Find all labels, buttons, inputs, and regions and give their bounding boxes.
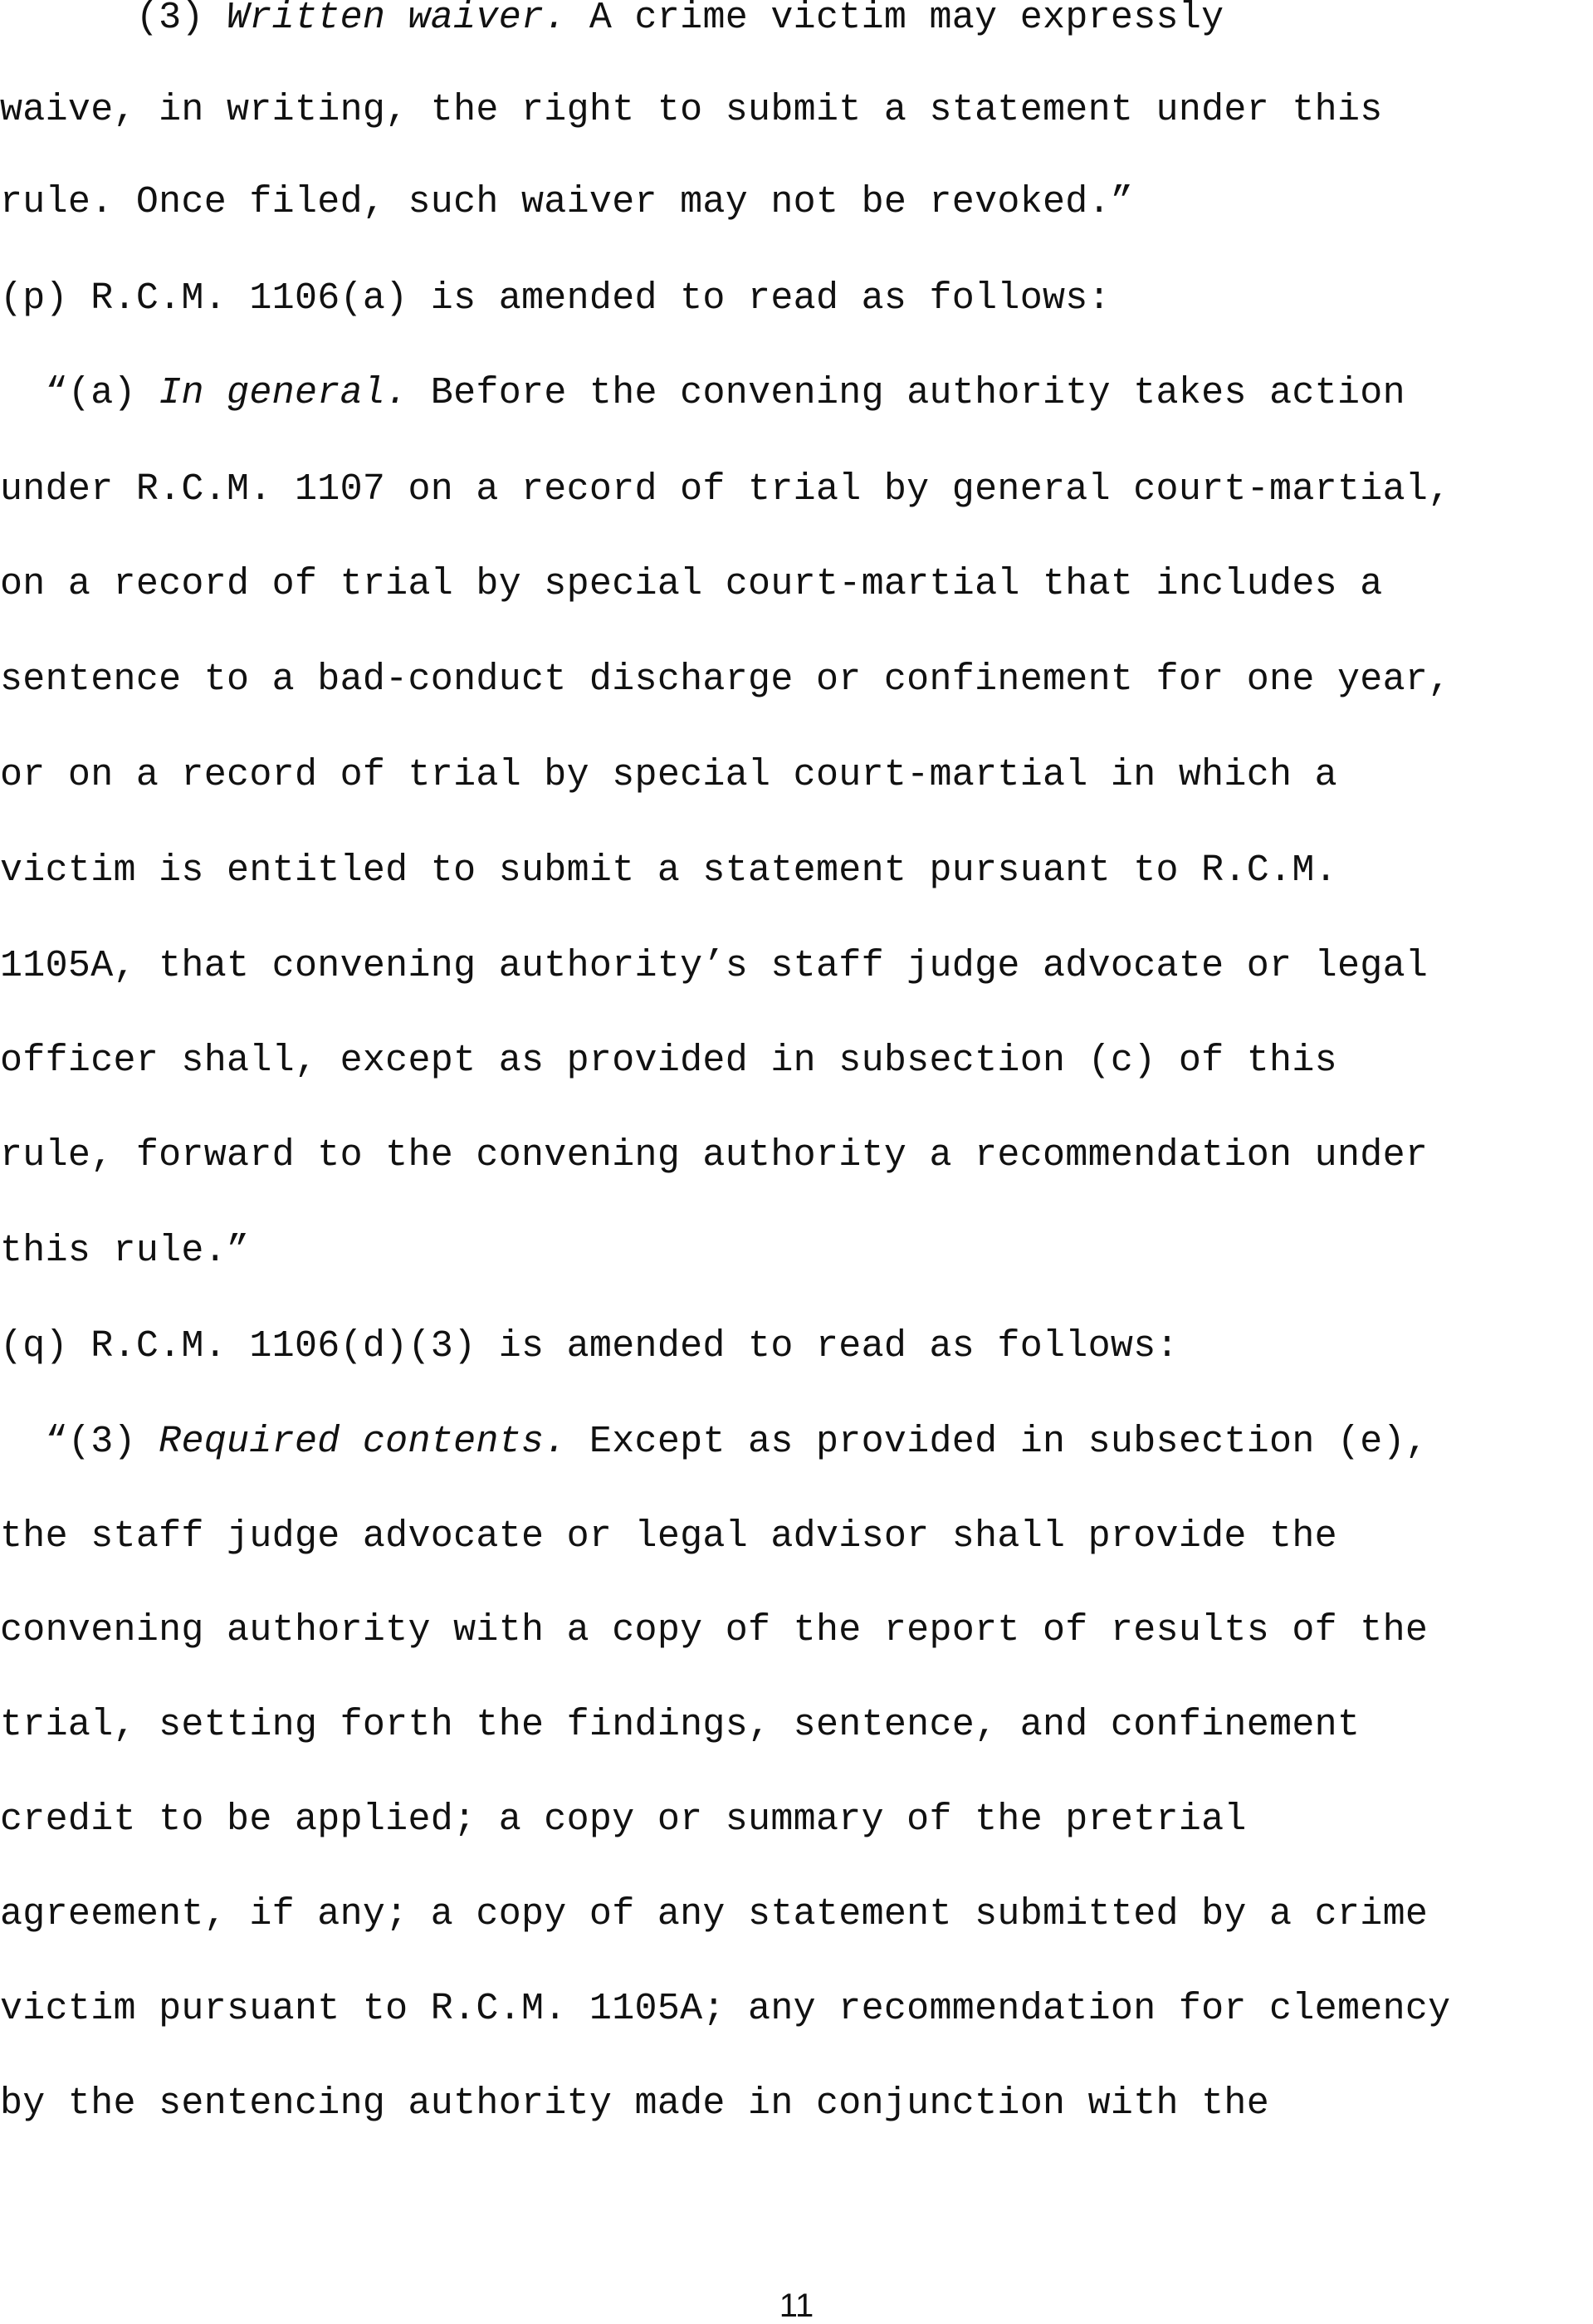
text-line: “(3) Required contents. Except as provided in subsection (e),: [0, 1421, 1429, 1463]
subsection-heading: In general.: [159, 372, 408, 414]
amendment-heading: (p) R.C.M. 1106(a) is amended to read as follows:: [0, 277, 1111, 320]
subsection-heading: Required contents.: [159, 1421, 567, 1463]
text-line: on a record of trial by special court-martial that includes a: [0, 563, 1383, 605]
text-line: “(a) In general. Before the convening authority takes action: [0, 372, 1405, 414]
text-line: rule. Once filed, such waiver may not be revoked.”: [0, 181, 1134, 223]
text-line: (3) Written waiver. A crime victim may expressly: [0, 0, 1224, 43]
text-line: victim is entitled to submit a statement pursuant to R.C.M.: [0, 849, 1337, 892]
text-line: sentence to a bad-conduct discharge or confinement for one year,: [0, 658, 1451, 701]
text-line: this rule.”: [0, 1230, 250, 1272]
text-line: convening authority with a copy of the report of results of the: [0, 1609, 1429, 1651]
page-number: 11: [779, 2287, 814, 2324]
amendment-heading: (q) R.C.M. 1106(d)(3) is amended to read as follows:: [0, 1325, 1179, 1367]
text-line: the staff judge advocate or legal advisor shall provide the: [0, 1515, 1337, 1558]
text-line: officer shall, except as provided in subsection (c) of this: [0, 1040, 1337, 1082]
text-line: victim pursuant to R.C.M. 1105A; any recommendation for clemency: [0, 1988, 1451, 2030]
text-line: credit to be applied; a copy or summary of the pretrial: [0, 1798, 1247, 1841]
subsection-heading: Written waiver.: [227, 0, 567, 39]
text-line: trial, setting forth the findings, sentence, and confinement: [0, 1704, 1361, 1746]
text-line: agreement, if any; a copy of any statement submitted by a crime: [0, 1893, 1429, 1935]
text-line: under R.C.M. 1107 on a record of trial by general court-martial,: [0, 468, 1451, 511]
text-line: 1105A, that convening authority’s staff judge advocate or legal: [0, 945, 1429, 987]
text-line: waive, in writing, the right to submit a statement under this: [0, 89, 1383, 131]
text-line: rule, forward to the convening authority a recommendation under: [0, 1134, 1429, 1177]
text-line: by the sentencing authority made in conjunction with the: [0, 2082, 1270, 2125]
text-line: or on a record of trial by special court-martial in which a: [0, 754, 1337, 796]
